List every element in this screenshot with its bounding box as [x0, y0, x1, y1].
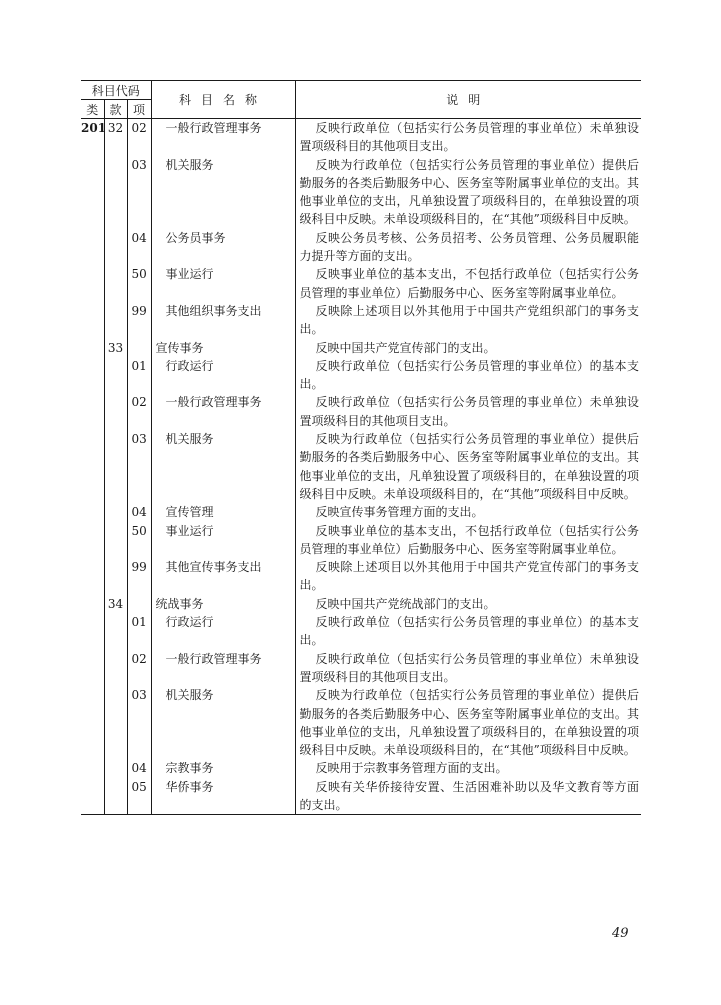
- cell-xiang: 02: [127, 393, 151, 430]
- cell-xiang: 02: [127, 119, 151, 156]
- cell-lei: [81, 759, 104, 777]
- budget-subject-table: [81, 80, 641, 815]
- cell-subject-name: 机关服务: [151, 686, 295, 759]
- cell-description: 反映为行政单位（包括实行公务员管理的事业单位）提供后勤服务的各类后勤服务中心、医务室等附属事业单位的支出。其他事业单位的支出，凡单独设置了项级科目的，在单独设置的项级科目中反映。未单设项级科目的，在“其他”项级科目中反映。: [295, 686, 641, 759]
- cell-description: 反映行政单位（包括实行公务员管理的事业单位）未单独设置项级科目的其他项目支出。: [295, 650, 641, 687]
- cell-subject-name: 一般行政管理事务: [151, 119, 295, 156]
- cell-lei: [81, 339, 104, 357]
- cell-subject-name: 一般行政管理事务: [151, 393, 295, 430]
- cell-description: 反映为行政单位（包括实行公务员管理的事业单位）提供后勤服务的各类后勤服务中心、医务室等附属事业单位的支出。其他事业单位的支出，凡单独设置了项级科目的，在单独设置的项级科目中反映。未单设项级科目的，在“其他”项级科目中反映。: [295, 156, 641, 229]
- cell-kuan: [104, 759, 127, 777]
- cell-kuan: [104, 650, 127, 687]
- cell-xiang: [127, 595, 151, 613]
- cell-subject-name: 其他组织事务支出: [151, 302, 295, 339]
- table-row: [81, 119, 641, 156]
- header-code-group: 科目代码: [81, 81, 151, 100]
- cell-kuan: [104, 156, 127, 229]
- cell-subject-name: 行政运行: [151, 357, 295, 394]
- cell-kuan: 34: [104, 595, 127, 613]
- cell-lei: [81, 686, 104, 759]
- table-row: [81, 595, 641, 613]
- cell-kuan: [104, 522, 127, 559]
- header-xiang: 项: [127, 100, 151, 119]
- cell-description: 反映行政单位（包括实行公务员管理的事业单位）未单独设置项级科目的其他项目支出。: [295, 393, 641, 430]
- cell-kuan: [104, 613, 127, 650]
- cell-subject-name: 事业运行: [151, 265, 295, 302]
- table-body: [81, 119, 641, 815]
- cell-description: 反映行政单位（包括实行公务员管理的事业单位）的基本支出。: [295, 357, 641, 394]
- cell-lei: [81, 156, 104, 229]
- table-row: [81, 229, 641, 266]
- header-kuan: 款: [104, 100, 127, 119]
- cell-lei: [81, 302, 104, 339]
- table-row: [81, 778, 641, 815]
- cell-lei: [81, 393, 104, 430]
- cell-description: 反映事业单位的基本支出，不包括行政单位（包括实行公务员管理的事业单位）后勤服务中心、医务室等附属事业单位。: [295, 522, 641, 559]
- cell-subject-name: 宣传管理: [151, 503, 295, 521]
- cell-xiang: 04: [127, 503, 151, 521]
- cell-subject-name: 华侨事务: [151, 778, 295, 815]
- cell-lei: [81, 265, 104, 302]
- cell-xiang: 01: [127, 357, 151, 394]
- cell-lei: [81, 430, 104, 503]
- cell-lei: 201: [81, 121, 107, 135]
- cell-subject-name: 机关服务: [151, 156, 295, 229]
- cell-description: 反映中国共产党统战部门的支出。: [295, 595, 641, 613]
- cell-lei: [81, 503, 104, 521]
- cell-kuan: [104, 558, 127, 595]
- cell-kuan: [104, 503, 127, 521]
- cell-kuan: [104, 686, 127, 759]
- table-row: [81, 430, 641, 503]
- cell-xiang: 04: [127, 759, 151, 777]
- table-row: [81, 686, 641, 759]
- cell-description: 反映公务员考核、公务员招考、公务员管理、公务员履职能力提升等方面的支出。: [295, 229, 641, 266]
- cell-kuan: [104, 778, 127, 815]
- cell-description: 反映宣传事务管理方面的支出。: [295, 503, 641, 521]
- cell-kuan: [104, 229, 127, 266]
- header-subject-name: 科目名称: [151, 81, 295, 119]
- cell-kuan: [104, 357, 127, 394]
- cell-kuan: [104, 430, 127, 503]
- table-row: [81, 156, 641, 229]
- cell-xiang: 04: [127, 229, 151, 266]
- cell-description: 反映行政单位（包括实行公务员管理的事业单位）未单独设置项级科目的其他项目支出。: [295, 119, 641, 156]
- cell-xiang: 50: [127, 265, 151, 302]
- cell-subject-name: 宣传事务: [151, 339, 295, 357]
- cell-xiang: 50: [127, 522, 151, 559]
- cell-xiang: 03: [127, 430, 151, 503]
- table-row: [81, 393, 641, 430]
- table-row: [81, 503, 641, 521]
- cell-kuan: [104, 393, 127, 430]
- table-row: [81, 302, 641, 339]
- table-row: [81, 357, 641, 394]
- cell-lei: [81, 522, 104, 559]
- cell-lei: [81, 558, 104, 595]
- cell-subject-name: 一般行政管理事务: [151, 650, 295, 687]
- cell-kuan: 33: [104, 339, 127, 357]
- cell-subject-name: 机关服务: [151, 430, 295, 503]
- table-header: [81, 81, 641, 119]
- table-row: [81, 613, 641, 650]
- cell-lei: [81, 595, 104, 613]
- page-number: 49: [612, 926, 629, 941]
- header-lei: 类: [81, 100, 104, 119]
- cell-lei: [81, 229, 104, 266]
- cell-lei: [81, 778, 104, 815]
- table-row: [81, 339, 641, 357]
- cell-subject-name: 公务员事务: [151, 229, 295, 266]
- cell-description: 反映为行政单位（包括实行公务员管理的事业单位）提供后勤服务的各类后勤服务中心、医务室等附属事业单位的支出。其他事业单位的支出，凡单独设置了项级科目的，在单独设置的项级科目中反映。未单设项级科目的，在“其他”项级科目中反映。: [295, 430, 641, 503]
- cell-description: 反映除上述项目以外其他用于中国共产党组织部门的事务支出。: [295, 302, 641, 339]
- cell-xiang: 99: [127, 558, 151, 595]
- cell-xiang: 99: [127, 302, 151, 339]
- cell-lei: [81, 650, 104, 687]
- table-row: [81, 558, 641, 595]
- cell-kuan: [104, 302, 127, 339]
- cell-description: 反映除上述项目以外其他用于中国共产党宣传部门的事务支出。: [295, 558, 641, 595]
- table-row: [81, 650, 641, 687]
- cell-subject-name: 其他宣传事务支出: [151, 558, 295, 595]
- cell-xiang: 03: [127, 686, 151, 759]
- cell-description: 反映有关华侨接待安置、生活困难补助以及华文教育等方面的支出。: [295, 778, 641, 815]
- header-description: 说明: [295, 81, 641, 119]
- cell-xiang: 03: [127, 156, 151, 229]
- cell-kuan: 32: [104, 119, 127, 156]
- cell-subject-name: 行政运行: [151, 613, 295, 650]
- table-row: [81, 265, 641, 302]
- cell-description: 反映事业单位的基本支出，不包括行政单位（包括实行公务员管理的事业单位）后勤服务中心、医务室等附属事业单位。: [295, 265, 641, 302]
- cell-xiang: 02: [127, 650, 151, 687]
- cell-subject-name: 宗教事务: [151, 759, 295, 777]
- cell-subject-name: 统战事务: [151, 595, 295, 613]
- cell-description: 反映行政单位（包括实行公务员管理的事业单位）的基本支出。: [295, 613, 641, 650]
- cell-description: 反映中国共产党宣传部门的支出。: [295, 339, 641, 357]
- cell-subject-name: 事业运行: [151, 522, 295, 559]
- cell-xiang: [127, 339, 151, 357]
- cell-xiang: 01: [127, 613, 151, 650]
- cell-xiang: 05: [127, 778, 151, 815]
- cell-lei: [81, 613, 104, 650]
- table-row: [81, 759, 641, 777]
- cell-lei: [81, 357, 104, 394]
- cell-kuan: [104, 265, 127, 302]
- cell-description: 反映用于宗教事务管理方面的支出。: [295, 759, 641, 777]
- table-row: [81, 522, 641, 559]
